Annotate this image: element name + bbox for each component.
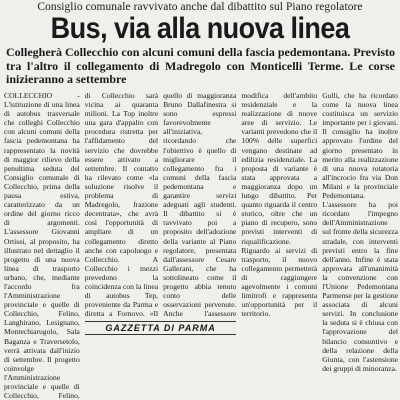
article-deck: Collegherà Collecchio con alcuni comuni della fascia pedemontana. Previsto tra l'altro il collegamento di Madregolo con Monticelli Terme. Le corse inizieranno a settembre <box>6 45 395 86</box>
column-text: Gulli, che ha ricordato come la nuova linea costituisca un servizio importante per i giovani. Il consiglio ha inoltre approvato l'ordine del giorno presentato in merito alla realizzazione di una nuova rotatoria all'incrocio fra via Don Milani e la provinciale Pedemontana. L'assessore ha poi ricordato l'impegno dell'Amministrazione sul fronte della sicurezza stradale, con interventi previsti entro la fine dell'anno. Infine è stata approvata all'unanimità la convenzione con l'Unione Pedemontana Parmense per la gestione associata di alcuni servizi. In conclusione la seduta si è chiusa con l'approvazione del bilancio consuntivo e della relazione della Giunta, con l'astensione dei gruppi di minoranza. <box>322 91 398 373</box>
article-kicker: Consiglio comunale ravvivato anche dal dibattito sul Piano regolatore <box>37 1 363 13</box>
article-column-3 <box>163 91 236 319</box>
article-column-1 <box>4 91 80 400</box>
blank-area <box>85 337 237 400</box>
column-text: - L'istituzione di una linea di autobus trasversale che colleghi Collecchio con alcuni comuni della fascia pedemontana ha rappresentato la novità di maggior rilievo della penultima seduta del Consiglio comunale di Collecchio, prima della pausa estiva, caratterizzato da un ordine del giorno ricco di argomenti. L'assessore Giovanni Ortisei, al proposito, ha illustrato nel dettaglio il progetto di una nuova linea di trasporto urbano, che, mediante l'accordo fra l'Amministrazione provinciale e quelle di Collecchio, Felino, Langhirano, Lesignano, Montechiarugolo, Sala Baganza e Traversetolo, verrà attivata dall'inizio di settembre. Il progetto coinvolge l'Amministrazione provinciale e quelle di Collecchio, Felino, <box>4 91 80 400</box>
article-headline: Bus, via alla nuova linea <box>50 12 350 45</box>
column-text: di Collecchio sarà vicina ai quaranta milioni. La Top inoltre una gara d'appalto con procedura ristretta per l'affidamento del servizio che dovrebbe essere attivato a settembre. Il contatto ha rilevato come «la soluzione risolve il problema di Madregolo, frazione decentrata», che avrà così l'opportunità di ampliare di un collegamento diretto anche con capoluogo e Collecchio. A Collecchio i mezzi prevedono la coincidenza con la linea di autobus Tep, proveniente da Parma e diretta a Fornovo. «Il <box>84 91 159 319</box>
article-column-5 <box>322 91 398 400</box>
column-text: modifica dell'ambito residenziale e la realizzazione di nuove aree di servizio. Le varianti prevedono che il 100% delle superfici vengano destinate ad edilizia residenziale. La proposta di variante è stata approvata a maggioranza dopo un lungo dibattito. Per quanto riguarda il centro storico, oltre che un piano di recupero, sono previsti interventi di riqualificazione. Riguardo ai servizi di trasporto, il nuovo collegamento permetterà di raggiungere agevolmente i comuni limitrofi e rappresenta un'opportunità per il territorio. <box>241 91 318 319</box>
article-column-2 <box>85 91 158 319</box>
column-text: quello di maggioranza Bruno Dallafinestra si sono espressi favorevolmente all'iniziativa, ricordando che l'obiettivo è quello di migliorare il collegamento fra i comuni della fascia pedemontana e garantire servizi adeguati agli studenti. Il dibattito si è ravvivato poi a proposito dell'adozione della variante al Piano regolatore, presentata dall'assessore Cesare Gallerani, che ha sottolineato come il progetto abbia tenuto conto delle osservazioni pervenute. Anche l'assessore <box>163 91 237 319</box>
middle-text-block <box>85 91 237 319</box>
newspaper-source-label: GAZZETTA DI PARMA <box>85 321 237 335</box>
article-column-4 <box>241 91 317 400</box>
article-dateline: COLLECCHIO <box>4 91 53 100</box>
article-body <box>4 91 398 400</box>
article-middle-columns <box>85 91 237 400</box>
column-paragraph <box>4 91 80 400</box>
